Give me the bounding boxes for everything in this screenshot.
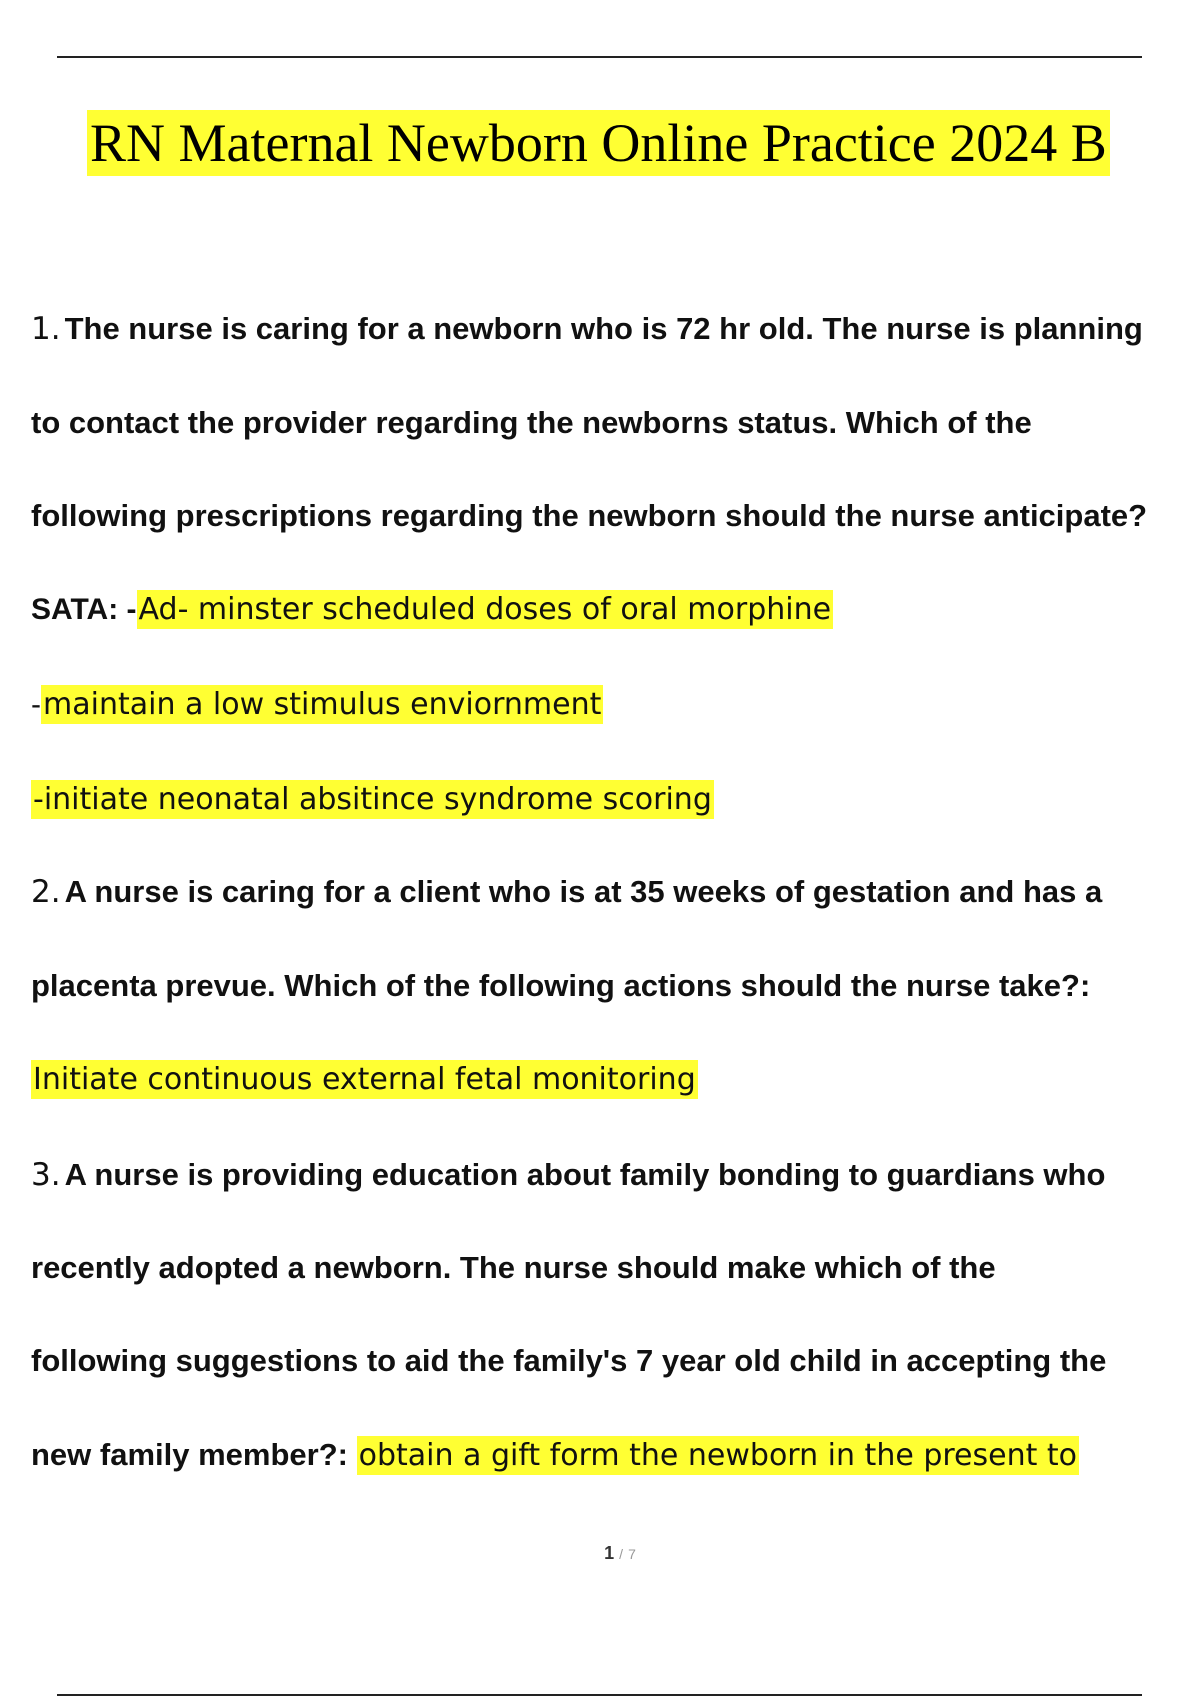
question-3-number: 3.: [31, 1157, 61, 1193]
page-total: 7: [628, 1546, 636, 1562]
answer-highlight: maintain a low stimulus enviornment: [43, 687, 602, 722]
question-2-line-1: 2. A nurse is caring for a client who is at 35 weeks of gestation and has a: [31, 874, 1103, 910]
question-2-answer-1: [31, 1059, 1191, 1100]
answer-highlight: Initiate continuous external fetal monitoring: [33, 1062, 696, 1097]
bottom-rule: [57, 1694, 1142, 1696]
question-2-line-2: placenta prevue. Which of the following actions should the nurse take?:: [31, 968, 1091, 1003]
question-3-line-4: new family member?: obtain a gift form the newborn in the present to: [31, 1437, 1078, 1473]
question-1-line-1: 1. The nurse is caring for a newborn who is 72 hr old. The nurse is planning: [31, 311, 1143, 347]
question-1-number: 1.: [31, 311, 61, 347]
question-1-answer-2: [31, 684, 1191, 725]
document-title: RN Maternal Newborn Online Practice 2024 B: [87, 110, 1110, 176]
answer-highlight: obtain a gift form the newborn in the present to: [358, 1438, 1078, 1473]
question-3-line-2: recently adopted a newborn. The nurse should make which of the: [31, 1250, 996, 1285]
question-1-answer-3: [31, 779, 1191, 820]
page-separator: /: [619, 1546, 624, 1562]
question-1-line-2: to contact the provider regarding the newborns status. Which of the: [31, 405, 1032, 440]
page-current: 1: [604, 1543, 615, 1563]
top-rule: [57, 56, 1142, 58]
question-2-number: 2.: [31, 874, 61, 910]
sata-prefix: SATA: -: [31, 593, 137, 626]
question-1-answer-1: [31, 589, 1191, 630]
answer-highlight: Ad- minster scheduled doses of oral morphine: [138, 592, 832, 627]
answer-highlight: -initiate neonatal absitince syndrome scoring: [33, 782, 712, 817]
page-indicator: [0, 1543, 1200, 1564]
question-1-line-3: following prescriptions regarding the newborn should the nurse anticipate?: [31, 498, 1148, 533]
question-3-line-1: 3. A nurse is providing education about family bonding to guardians who: [31, 1157, 1106, 1193]
question-3-line-3: following suggestions to aid the family's 7 year old child in accepting the: [31, 1343, 1107, 1378]
answer-dash: -: [31, 688, 41, 721]
